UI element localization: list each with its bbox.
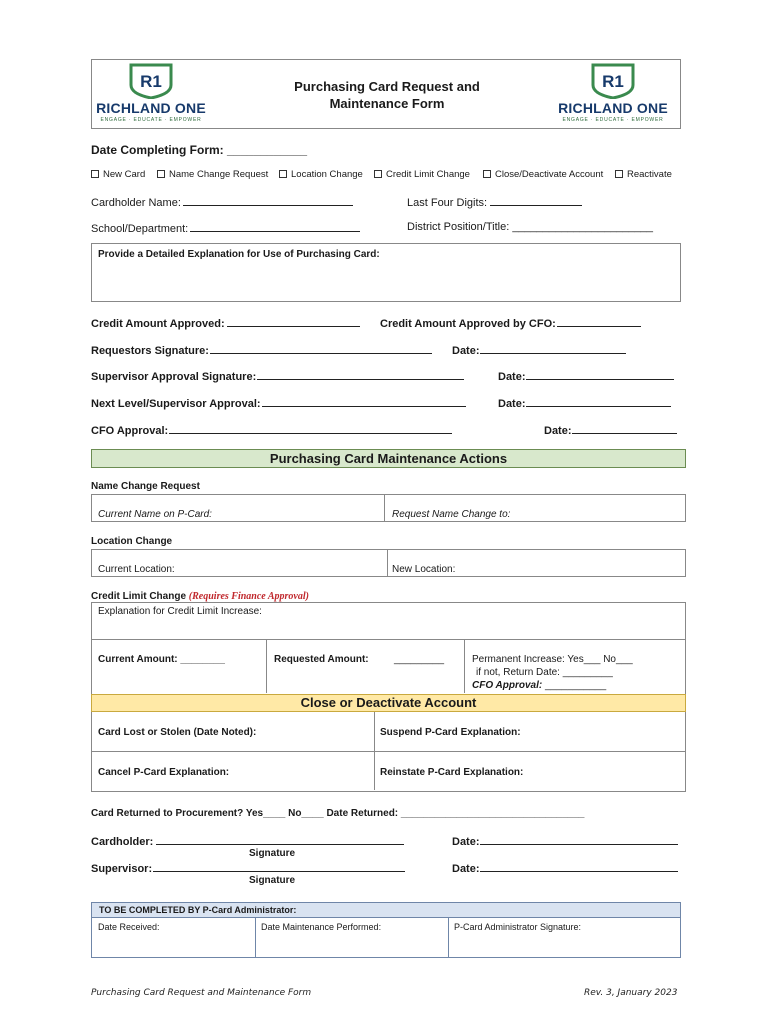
svg-text:R1: R1 [140, 72, 162, 91]
credit-limit-amounts-box [91, 640, 686, 695]
supervisor-signature-line[interactable] [153, 861, 405, 872]
name-change-box [91, 494, 686, 522]
location-change-label: Location Change [91, 536, 173, 547]
checkbox-icon[interactable] [483, 170, 491, 178]
logo-tagline: ENGAGE · EDUCATE · EMPOWER [562, 117, 664, 123]
admin-box [91, 902, 681, 958]
page-title: Purchasing Card Request and Maintenance Form [294, 79, 480, 111]
supervisor-sign-date-line[interactable] [480, 861, 678, 872]
logo-brand: RICHLAND ONE [96, 100, 206, 116]
svg-text:R1: R1 [602, 72, 624, 91]
cfo-date-line[interactable] [572, 423, 677, 434]
footer-right: Rev. 3, January 2023 [584, 988, 678, 998]
requested-amount-field[interactable]: _________ [394, 654, 445, 665]
credit-amount-approved-field[interactable]: Credit Amount Approved: [91, 316, 360, 330]
admin-signature-field[interactable]: P-Card Administrator Signature: [454, 922, 582, 932]
divider [464, 640, 465, 693]
permanent-increase-field[interactable]: Permanent Increase: Yes___ No___ [472, 654, 633, 665]
supervisor-approval-field[interactable]: Supervisor Approval Signature: [91, 369, 464, 383]
admin-heading: TO BE COMPLETED BY P-Card Administrator: [99, 905, 297, 915]
request-name-field[interactable]: Request Name Change to: [392, 509, 511, 520]
shield-logo-icon [128, 63, 174, 99]
cardholder-date-field[interactable]: Date: [452, 834, 678, 848]
credit-amount-cfo-field[interactable]: Credit Amount Approved by CFO: [380, 316, 641, 330]
checkbox-icon[interactable] [279, 170, 287, 178]
checkbox-icon[interactable] [157, 170, 165, 178]
cfo-approval-line[interactable] [169, 423, 452, 434]
credit-amount-cfo-line[interactable] [557, 316, 641, 327]
cardholder-signature-field[interactable]: Cardholder: [91, 834, 404, 848]
finance-approval-note: (Requires Finance Approval) [188, 591, 309, 602]
cardholder-date-line[interactable] [480, 834, 678, 845]
next-level-date-line[interactable] [526, 396, 671, 407]
checkbox-name-change[interactable]: Name Change Request [157, 169, 268, 180]
divider [384, 495, 385, 521]
signature-caption: Signature [249, 848, 296, 859]
requestors-signature-field[interactable]: Requestors Signature: [91, 343, 432, 357]
cfo-date-field[interactable]: Date: [544, 423, 677, 437]
maintenance-heading: Purchasing Card Maintenance Actions [269, 451, 508, 466]
cancel-explanation-field[interactable]: Cancel P-Card Explanation: [98, 767, 230, 778]
credit-limit-explanation-label: Explanation for Credit Limit Increase: [98, 606, 262, 617]
signature-caption: Signature [249, 875, 296, 886]
date-completing-field[interactable]: Date Completing Form: ____________ [91, 143, 308, 157]
card-lost-stolen-field[interactable]: Card Lost or Stolen (Date Noted): [98, 727, 257, 738]
divider [266, 640, 267, 693]
requestors-signature-line[interactable] [210, 343, 432, 354]
cardholder-name-line[interactable] [183, 195, 353, 206]
divider [387, 550, 388, 576]
logo-left [96, 63, 206, 125]
reinstate-explanation-field[interactable]: Reinstate P-Card Explanation: [380, 767, 524, 778]
current-location-field[interactable]: Current Location: [98, 564, 175, 575]
credit-limit-explanation-box[interactable] [91, 602, 686, 640]
checkbox-icon[interactable] [615, 170, 623, 178]
logo-brand: RICHLAND ONE [558, 100, 668, 116]
current-amount-field[interactable]: Current Amount: ________ [98, 654, 225, 665]
checkbox-reactivate[interactable]: Reactivate [615, 169, 672, 180]
shield-logo-icon [590, 63, 636, 99]
cfo-approval-credit-field[interactable]: CFO Approval: ___________ [472, 680, 607, 691]
close-account-box [91, 712, 686, 792]
supervisor-date-field[interactable]: Date: [498, 369, 674, 383]
checkbox-icon[interactable] [91, 170, 99, 178]
checkbox-credit-limit[interactable]: Credit Limit Change [374, 169, 470, 180]
requested-amount-label: Requested Amount: [274, 654, 369, 665]
new-location-field[interactable]: New Location: [392, 564, 456, 575]
explanation-box[interactable] [91, 243, 681, 302]
credit-limit-label: Credit Limit Change (Requires Finance Approval) [91, 591, 309, 602]
requestors-date-field[interactable]: Date: [452, 343, 626, 357]
divider [448, 918, 449, 957]
suspend-explanation-field[interactable]: Suspend P-Card Explanation: [380, 727, 521, 738]
location-change-box [91, 549, 686, 577]
footer-left: Purchasing Card Request and Maintenance Form [91, 988, 312, 998]
next-level-date-field[interactable]: Date: [498, 396, 671, 410]
maintenance-heading-band [91, 449, 686, 468]
checkbox-icon[interactable] [374, 170, 382, 178]
explanation-label: Provide a Detailed Explanation for Use of Purchasing Card: [98, 249, 380, 260]
school-department-line[interactable] [190, 221, 360, 232]
date-performed-field[interactable]: Date Maintenance Performed: [261, 922, 382, 932]
credit-amount-line[interactable] [227, 316, 360, 327]
supervisor-sign-date-field[interactable]: Date: [452, 861, 678, 875]
close-heading: Close or Deactivate Account [300, 695, 477, 710]
logo-tagline: ENGAGE · EDUCATE · EMPOWER [100, 117, 202, 123]
close-heading-band [91, 694, 686, 712]
cfo-approval-field[interactable]: CFO Approval: [91, 423, 452, 437]
next-level-line[interactable] [262, 396, 466, 407]
date-received-field[interactable]: Date Received: [98, 922, 160, 932]
supervisor-signature-field[interactable]: Supervisor: [91, 861, 405, 875]
district-position-field[interactable]: District Position/Title: _______________________ [407, 221, 654, 233]
admin-heading-band [92, 903, 680, 918]
requestors-date-line[interactable] [480, 343, 626, 354]
cardholder-name-field[interactable]: Cardholder Name: [91, 195, 353, 209]
divider [92, 751, 685, 752]
checkbox-location-change[interactable]: Location Change [279, 169, 363, 180]
return-date-field[interactable]: if not, Return Date: _________ [476, 667, 613, 678]
supervisor-approval-line[interactable] [257, 369, 464, 380]
form-header [91, 59, 681, 129]
card-returned-field[interactable]: Card Returned to Procurement? Yes____ No____ Date Returned: _________________________________ [91, 808, 585, 819]
next-level-approval-field[interactable]: Next Level/Supervisor Approval: [91, 396, 466, 410]
school-department-field[interactable]: School/Department: [91, 221, 360, 235]
name-change-label: Name Change Request [91, 481, 200, 492]
cardholder-signature-line[interactable] [156, 834, 404, 845]
checkbox-close-deactivate[interactable]: Close/Deactivate Account [483, 169, 603, 180]
current-name-field[interactable]: Current Name on P-Card: [98, 509, 212, 520]
logo-right [558, 63, 668, 125]
supervisor-date-line[interactable] [526, 369, 674, 380]
checkbox-new-card[interactable]: New Card [91, 169, 145, 180]
last-four-field[interactable]: Last Four Digits: [407, 195, 582, 209]
last-four-line[interactable] [490, 195, 582, 206]
divider [255, 918, 256, 957]
